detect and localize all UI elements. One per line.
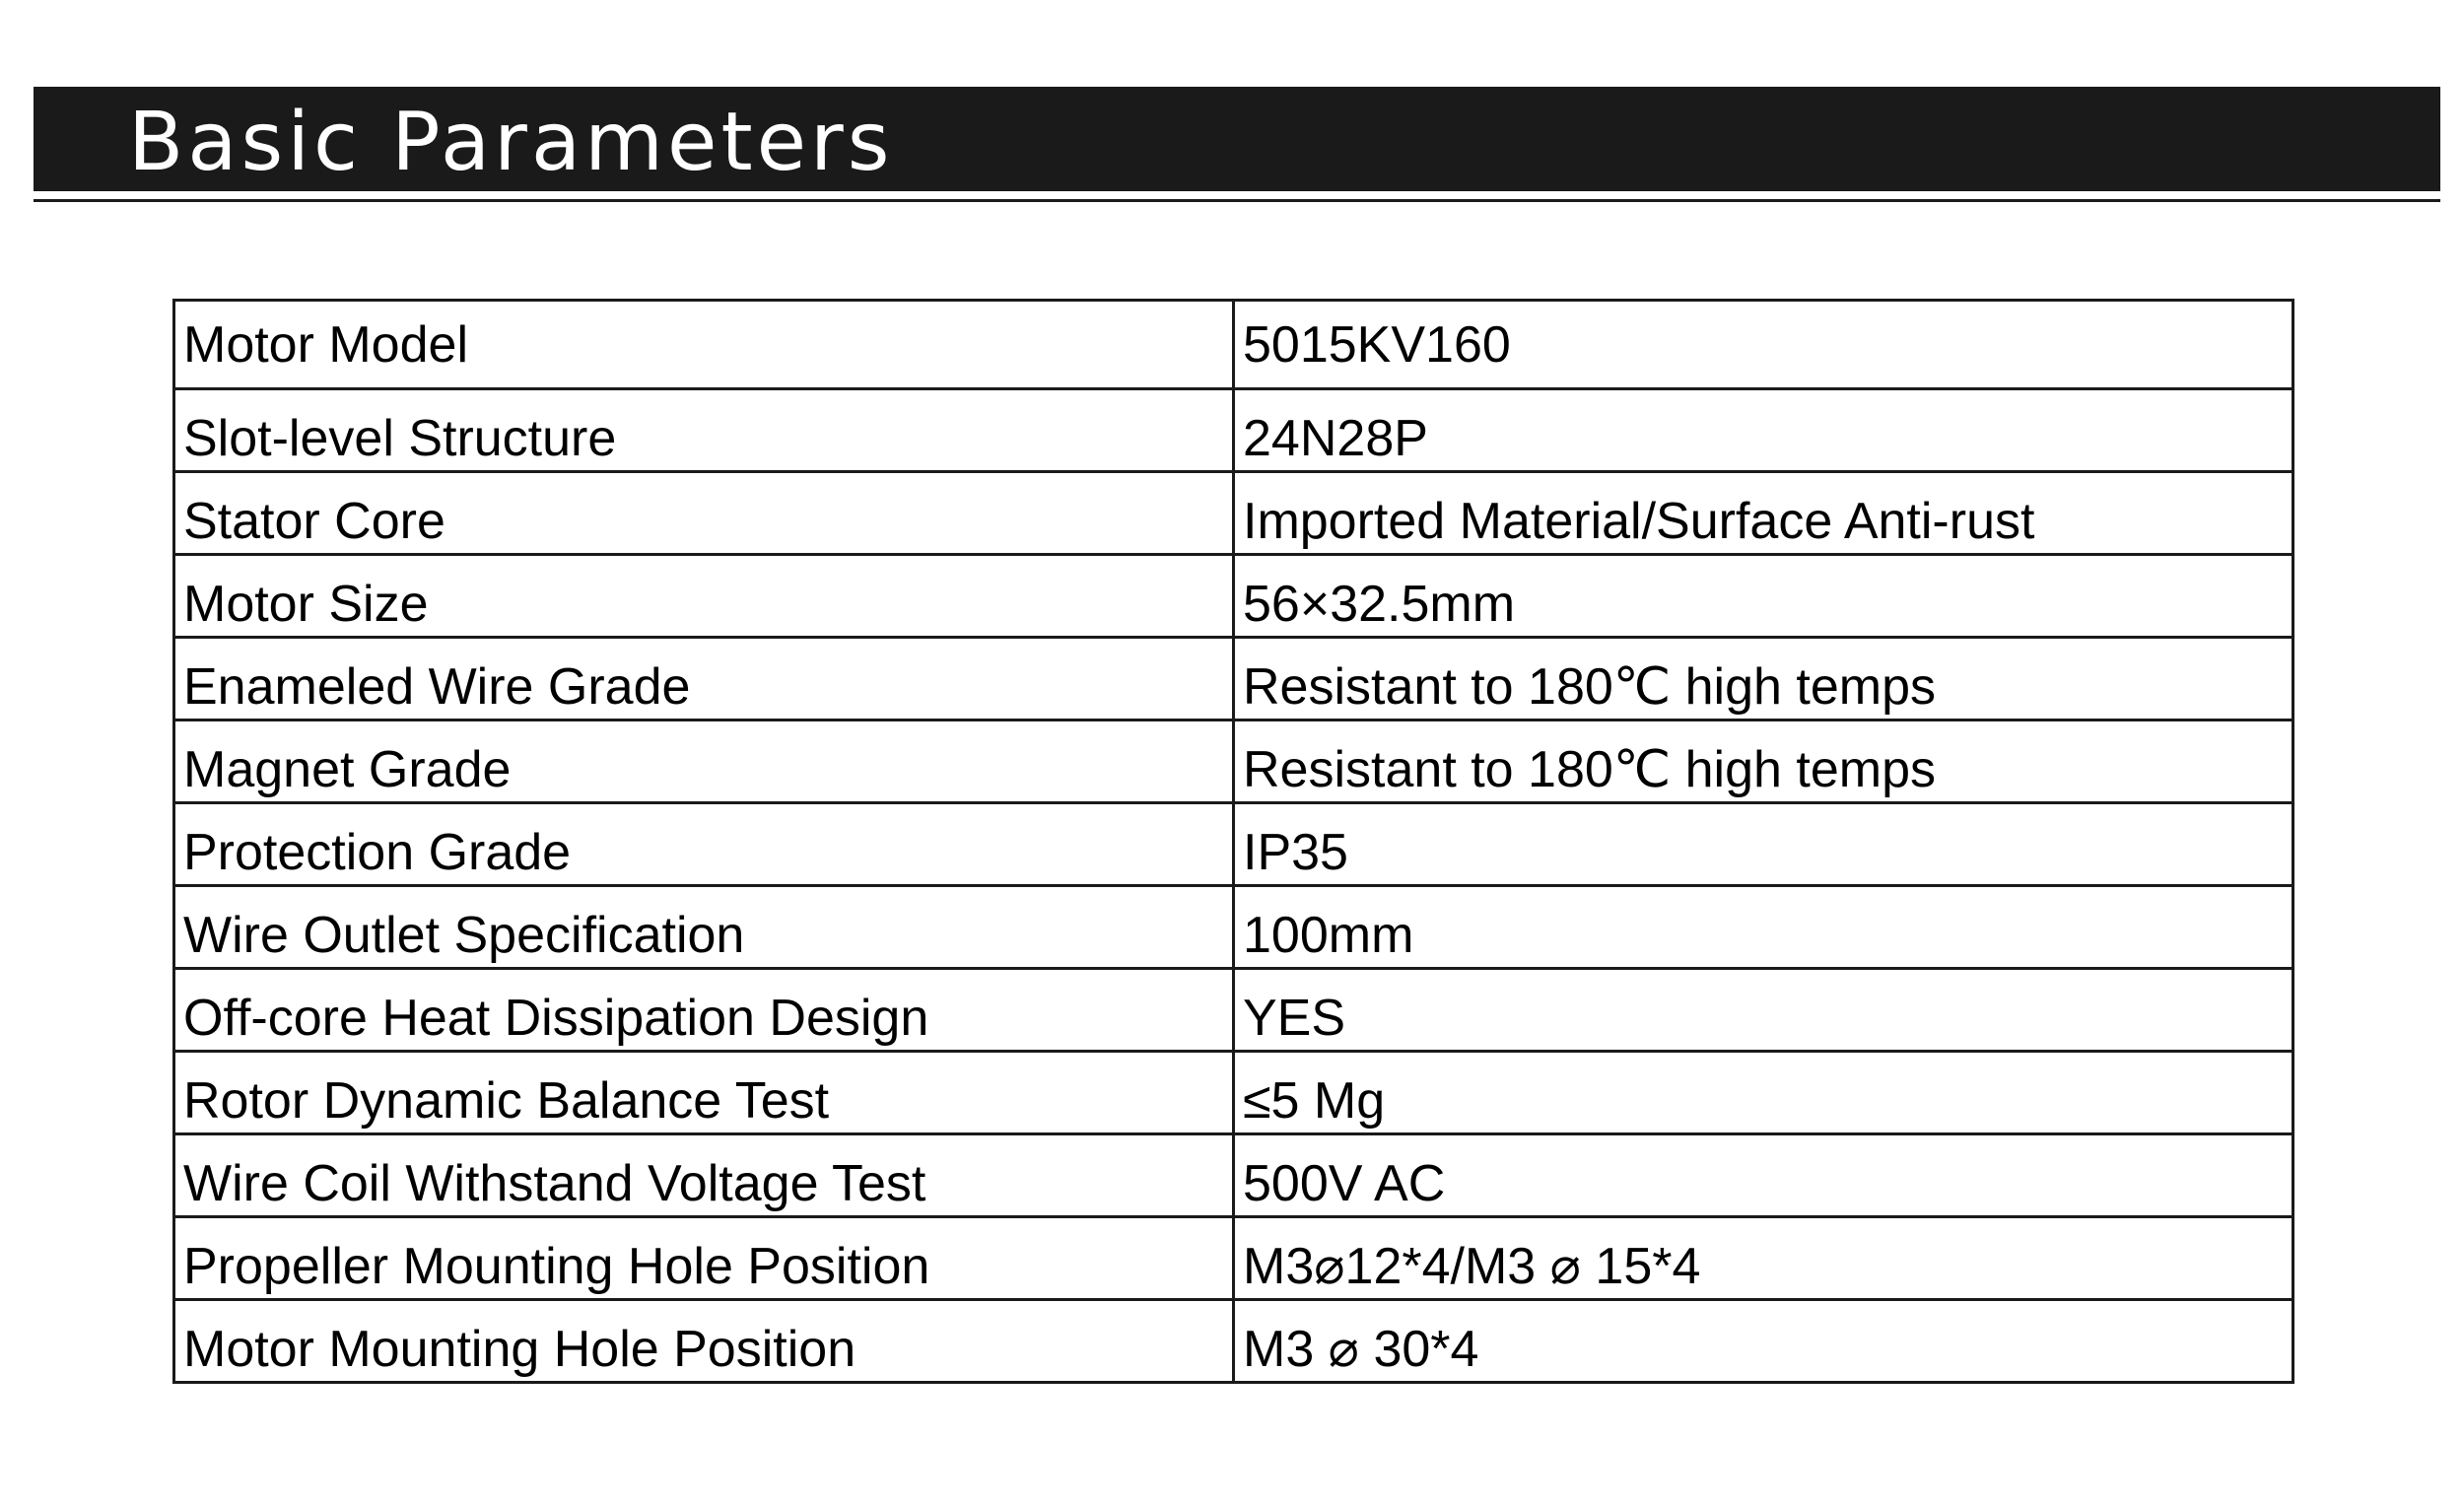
parameter-label: Wire Outlet Specification (174, 886, 1234, 969)
parameter-label: Stator Core (174, 472, 1234, 555)
table-row (174, 720, 2293, 803)
parameter-label: Motor Mounting Hole Position (174, 1300, 1234, 1383)
parameter-value: M3 ⌀ 30*4 (1234, 1300, 2293, 1383)
table-row (174, 301, 2293, 389)
parameter-value: 100mm (1234, 886, 2293, 969)
table-row (174, 886, 2293, 969)
parameter-label: Wire Coil Withstand Voltage Test (174, 1134, 1234, 1217)
table-row (174, 555, 2293, 638)
table-row (174, 389, 2293, 472)
parameter-value: YES (1234, 969, 2293, 1052)
parameter-value: Resistant to 180℃ high temps (1234, 638, 2293, 720)
parameter-value: 56×32.5mm (1234, 555, 2293, 638)
parameter-value: Resistant to 180℃ high temps (1234, 720, 2293, 803)
table-row (174, 1300, 2293, 1383)
parameters-table (172, 299, 2294, 1384)
table-row (174, 1217, 2293, 1300)
parameter-label: Rotor Dynamic Balance Test (174, 1052, 1234, 1134)
parameter-label: Off-core Heat Dissipation Design (174, 969, 1234, 1052)
parameter-label: Motor Model (174, 301, 1234, 389)
parameter-value: 500V AC (1234, 1134, 2293, 1217)
parameter-value: Imported Material/Surface Anti-rust (1234, 472, 2293, 555)
parameter-label: Slot-level Structure (174, 389, 1234, 472)
table-row (174, 638, 2293, 720)
header-divider (34, 199, 2440, 202)
parameter-label: Protection Grade (174, 803, 1234, 886)
parameter-value: M3⌀12*4/M3 ⌀ 15*4 (1234, 1217, 2293, 1300)
parameter-value: 5015KV160 (1234, 301, 2293, 389)
section-title: Basic Parameters (128, 96, 894, 189)
parameter-label: Enameled Wire Grade (174, 638, 1234, 720)
parameter-value: 24N28P (1234, 389, 2293, 472)
parameter-label: Magnet Grade (174, 720, 1234, 803)
parameter-label: Propeller Mounting Hole Position (174, 1217, 1234, 1300)
parameter-value: IP35 (1234, 803, 2293, 886)
table-row (174, 1052, 2293, 1134)
parameter-label: Motor Size (174, 555, 1234, 638)
table-row (174, 803, 2293, 886)
section-header-bar (34, 87, 2440, 191)
table-row (174, 1134, 2293, 1217)
parameter-value: ≤5 Mg (1234, 1052, 2293, 1134)
table-row (174, 969, 2293, 1052)
table-row (174, 472, 2293, 555)
